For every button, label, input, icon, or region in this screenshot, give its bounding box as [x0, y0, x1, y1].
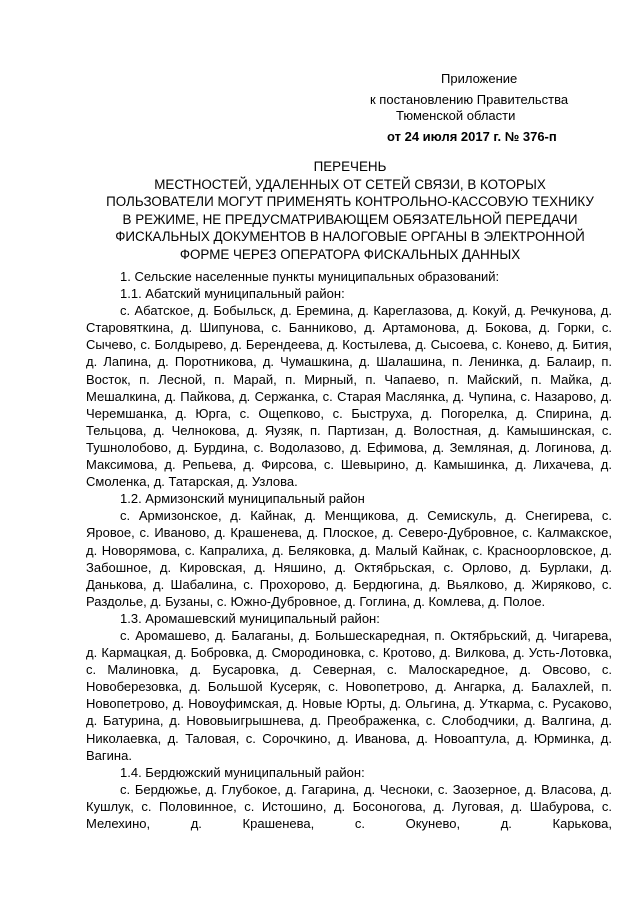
appendix-resolution: к постановлению Правительства	[370, 92, 569, 107]
appendix-label: Приложение	[441, 71, 518, 86]
section-1-3-text: с. Аромашево, д. Балаганы, д. Большескаредная, п. Октябрьский, д. Чигарева, д. Кармацкая, д. Бобровка, д. Смородиновка, с. Кротово, д. Вилкова, д. Усть-Лотовка, с. Малиновка, д. Бусаровка, д. Северная, с. Малоскаредное, д. Овсово, с. Новоберезовка, д. Большой Кусеряк, с. Новопетрово, д. Ангарка, д. Балахлей, п. Новопетрово, д. Новоуфимская, д. Новые Юрты, д. Ольгина, д. Уткарма, с. Русаково, д. Батурина, д. Нововыигрышнева, д. Преображенка, с. Слободчики, д. Валгина, д. Николаевка, д. Таловая, с. Сорочкино, д. Иванова, д. Новоаптула, д. Юрминка, д. Вагина.	[86, 627, 612, 763]
section-1-1-text: с. Абатское, д. Бобыльск, д. Еремина, д. Кареглазова, д. Кокуй, д. Речкунова, д. Старовяткина, д. Шипунова, с. Банниково, д. Артамонова, д. Бокова, д. Горки, с. Сычево, с. Болдырево, д. Берендеева, д. Костылева, д. Сысоева, с. Конево, д. Бития, д. Лапина, д. Поротникова, д. Чумашкина, д. Шалашина, п. Ленинка, д. Балаир, п. Восток, п. Лесной, п. Марай, п. Мирный, п. Чапаево, п. Майский, п. Майка, д. Мешалкина, д. Пайкова, д. Сержанка, с. Старая Маслянка, д. Чупина, с. Назарово, д. Черемшанка, д. Юрга, с. Ощепково, с. Быструха, д. Погорелка, д. Спирина, д. Тельцова, д. Челнокова, д. Яузяк, п. Партизан, д. Волостная, д. Камышинская, с. Тушнолобово, д. Бурдина, с. Водолазово, д. Ефимова, д. Земляная, д. Логинова, д. Максимова, д. Репьева, д. Фирсова, с. Шевырино, д. Камышинка, д. Лихачева, д. Смоленка, д. Татарская, д. Узлова.	[86, 303, 612, 490]
section-1-heading: 1. Сельские населенные пункты муниципальных образований:	[120, 269, 500, 284]
section-1-4-heading: 1.4. Бердюжский муниципальный район:	[120, 764, 365, 780]
section-1-2-heading: 1.2. Армизонский муниципальный район	[120, 491, 365, 507]
section-1-2-text: с. Армизонское, д. Кайнак, д. Менщикова, д. Семискуль, д. Снегирева, с. Яровое, с. Иваново, д. Крашенева, д. Плоское, д. Северо-Дубровное, с. Калмакское, д. Новорямова, с. Капралиха, д. Беляковка, д. Малый Кайнак, с. Красноорловское, д. Забошное, д. Кировская, д. Няшино, д. Октябрьская, с. Орлово, д. Бурлаки, д. Данькова, д. Шабалина, с. Прохорово, д. Бердюгина, д. Вьялково, д. Жиряково, с. Раздолье, д. Бузаны, с. Южно-Дубровное, д. Гоглина, д. Комлева, д. Полое.	[86, 508, 612, 609]
title-line-5: ФИСКАЛЬНЫХ ДОКУМЕНТОВ В НАЛОГОВЫЕ ОРГАНЫ В ЭЛЕКТРОННОЙ	[115, 229, 585, 244]
document-body	[86, 268, 612, 832]
title-line-1: ПЕРЕЧЕНЬ	[313, 159, 387, 174]
appendix-date-number: от 24 июля 2017 г. № 376-п	[387, 129, 557, 144]
title-line-6: ФОРМЕ ЧЕРЕЗ ОПЕРАТОРА ФИСКАЛЬНЫХ ДАННЫХ	[179, 246, 521, 262]
title-line-2: МЕСТНОСТЕЙ, УДАЛЕННЫХ ОТ СЕТЕЙ СВЯЗИ, В КОТОРЫХ	[154, 176, 546, 192]
section-1-1-heading: 1.1. Абатский муниципальный район:	[120, 286, 345, 302]
document-title	[100, 158, 600, 263]
appendix-region: Тюменской области	[396, 108, 516, 123]
section-1-4-text: с. Бердюжье, д. Глубокое, д. Гагарина, д. Чесноки, с. Заозерное, д. Власова, д. Кушлук, с. Половинное, с. Истошино, д. Босоногова, д. Луговая, д. Шабурова, с. Мелехино, д. Крашенева, с. Окунево, д. Карькова,	[86, 781, 612, 831]
title-line-3: ПОЛЬЗОВАТЕЛИ МОГУТ ПРИМЕНЯТЬ КОНТРОЛЬНО-КАССОВУЮ ТЕХНИКУ	[106, 194, 594, 209]
section-1-3-heading: 1.3. Аромашевский муниципальный район:	[120, 610, 380, 626]
title-line-4: В РЕЖИМЕ, НЕ ПРЕДУСМАТРИВАЮЩЕМ ОБЯЗАТЕЛЬНОЙ ПЕРЕДАЧИ	[122, 211, 578, 227]
